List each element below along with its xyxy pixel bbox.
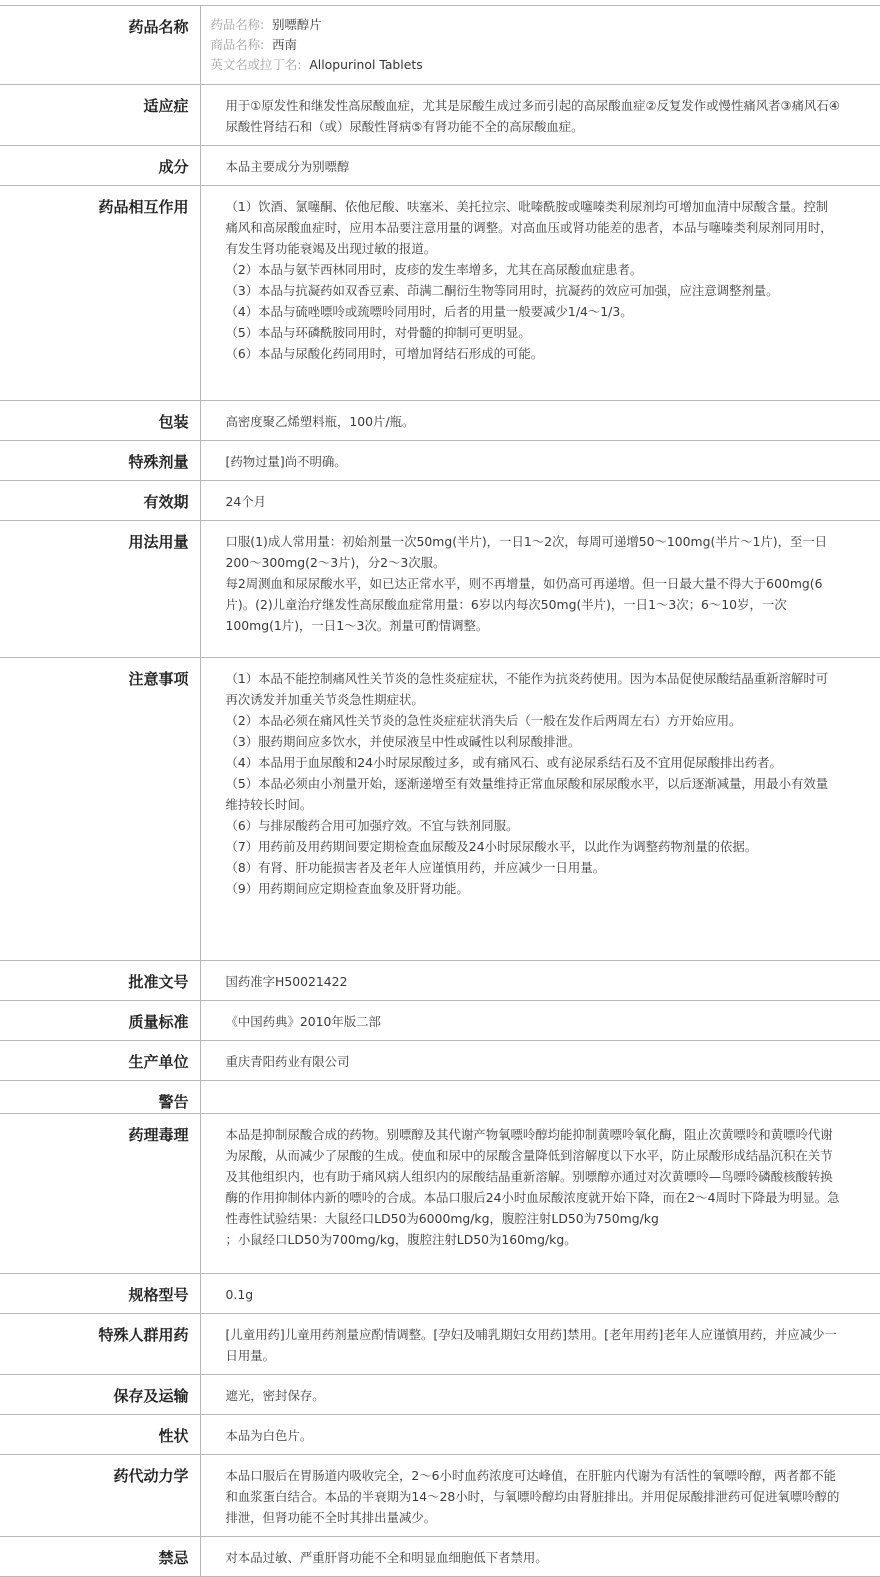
- row-paragraph: （4）本品与硫唑嘌呤或巯嘌呤同用时，后者的用量一般要减少1/4～1/3。: [225, 304, 633, 319]
- generic-name-label: 药品名称:: [210, 17, 265, 32]
- info-row: [0, 1274, 880, 1314]
- row-value: [200, 1001, 880, 1041]
- english-name-label: 英文名或拉丁名:: [210, 57, 302, 72]
- row-label: 药代动力学: [0, 1455, 200, 1537]
- row-value: [200, 1081, 880, 1114]
- info-row: [0, 186, 880, 401]
- row-paragraph: （8）有肾、肝功能损害者及老年人应谨慎用药，并应减少一日用量。: [225, 860, 606, 875]
- row-paragraph: 用于①原发性和继发性高尿酸血症，尤其是尿酸生成过多而引起的高尿酸血症②反复发作或慢性痛风者③痛风石④尿酸性肾结石和（或）尿酸性肾病⑤有肾功能不全的高尿酸血症。: [225, 98, 840, 134]
- row-label: 包装: [0, 401, 200, 441]
- row-value: [200, 186, 880, 401]
- row-paragraph: 本品为白色片。: [225, 1428, 313, 1443]
- info-row: [0, 1041, 880, 1081]
- row-paragraph: （9）用药期间应定期检查血象及肝肾功能。: [225, 881, 469, 896]
- row-label: 注意事项: [0, 658, 200, 961]
- row-paragraph: 高密度聚乙烯塑料瓶，100片/瓶。: [225, 414, 415, 429]
- info-row: [0, 1001, 880, 1041]
- info-row: [0, 521, 880, 658]
- info-row: [0, 961, 880, 1001]
- row-value: [200, 1375, 880, 1415]
- english-name-value: Allopurinol Tablets: [309, 57, 423, 72]
- row-paragraph: （6）与排尿酸药合用可加强疗效。不宜与铁剂同服。: [225, 818, 519, 833]
- row-value: [200, 481, 880, 521]
- row-value: [200, 401, 880, 441]
- row-paragraph: 对本品过敏、严重肝肾功能不全和明显血细胞低下者禁用。: [225, 1550, 548, 1565]
- row-label: 用法用量: [0, 521, 200, 658]
- row-label: 保存及运输: [0, 1375, 200, 1415]
- row-label: 生产单位: [0, 1041, 200, 1081]
- row-label: 性状: [0, 1415, 200, 1455]
- name-block: [200, 6, 880, 85]
- row-label: 药品相互作用: [0, 186, 200, 401]
- row-value: [200, 1455, 880, 1537]
- info-row: [0, 1375, 880, 1415]
- brand-name: [211, 35, 861, 55]
- info-row: [0, 146, 880, 186]
- row-paragraph: 口服(1)成人常用量：初始剂量一次50mg(半片)，一日1～2次，每周可递增50～100mg(半片～1片)，至一日200～300mg(2～3片)，分2～3次服。: [225, 534, 828, 570]
- info-row: [0, 1455, 880, 1537]
- row-value: [200, 521, 880, 658]
- info-row: [0, 1415, 880, 1455]
- row-paragraph: （3）服药期间应多饮水，并使尿液呈中性或碱性以利尿酸排泄。: [225, 734, 581, 749]
- brand-name-value: 西南: [272, 37, 297, 52]
- english-name: [211, 55, 861, 75]
- row-value: [200, 1114, 880, 1274]
- row-paragraph: ；小鼠经口LD50为700mg/kg，腹腔注射LD50为160mg/kg。: [225, 1232, 577, 1247]
- row-label: 药品名称: [0, 6, 200, 85]
- info-row: [0, 85, 880, 146]
- row-paragraph: 本品口服后在胃肠道内吸收完全，2～6小时血药浓度可达峰值，在肝脏内代谢为有活性的氧嘌呤醇，两者都不能和血浆蛋白结合。本品的半衰期为14～28小时，与氧嘌呤醇均由肾脏排出。并用促尿酸排泄药可促进氧嘌呤醇的排泄，但肾功能不全时其排出量减少。: [225, 1468, 840, 1525]
- info-row: [0, 401, 880, 441]
- info-row: [0, 481, 880, 521]
- brand-name-label: 商品名称:: [210, 37, 265, 52]
- row-paragraph: （7）用药前及用药期间要定期检查血尿酸及24小时尿尿酸水平，以此作为调整药物剂量的依据。: [225, 839, 758, 854]
- row-value: [200, 441, 880, 481]
- row-value: [200, 85, 880, 146]
- info-row: [0, 441, 880, 481]
- row-value: [200, 146, 880, 186]
- row-label: 特殊人群用药: [0, 1314, 200, 1375]
- info-row: [0, 658, 880, 961]
- row-paragraph: （2）本品必须在痛风性关节炎的急性炎症症状消失后（一般在发作后两周左右）方开始应用。: [225, 713, 742, 728]
- row-paragraph: 本品主要成分为别嘌醇: [225, 159, 350, 174]
- generic-name-value: 别嘌醇片: [272, 17, 322, 32]
- row-paragraph: 24个月: [225, 494, 267, 509]
- row-value: [200, 1537, 880, 1577]
- row-paragraph: 遮光，密封保存。: [225, 1388, 325, 1403]
- row-label: 有效期: [0, 481, 200, 521]
- row-value: [200, 1274, 880, 1314]
- row-paragraph: 每2周测血和尿尿酸水平，如已达正常水平，则不再增量，如仍高可再递增。但一日最大量不得大于600mg(6片)。(2)儿童治疗继发性高尿酸血症常用量：6岁以内每次50mg(半片)，一日1～3次；6～10岁，一次100mg(1片)，一日1～3次。剂量可酌情调整。: [225, 576, 823, 633]
- row-paragraph: （4）本品用于血尿酸和24小时尿尿酸过多，或有痛风石、或有泌尿系结石及不宜用促尿酸排出药者。: [225, 755, 782, 770]
- row-paragraph: （2）本品与氨苄西林同用时，皮疹的发生率增多，尤其在高尿酸血症患者。: [225, 262, 643, 277]
- row-label: 成分: [0, 146, 200, 186]
- drug-info-body: [0, 6, 880, 1577]
- row-label: 适应症: [0, 85, 200, 146]
- row-paragraph: （1）本品不能控制痛风性关节炎的急性炎症症状，不能作为抗炎药使用。因为本品促使尿酸结晶重新溶解时可再次诱发并加重关节炎急性期症状。: [225, 671, 829, 707]
- generic-name: [211, 15, 861, 35]
- row-label: 质量标准: [0, 1001, 200, 1041]
- row-paragraph: [药物过量]尚不明确。: [225, 454, 347, 469]
- row-paragraph: 本品是抑制尿酸合成的药物。别嘌醇及其代谢产物氧嘌呤醇均能抑制黄嘌呤氧化酶，阻止次黄嘌呤和黄嘌呤代谢为尿酸，从而减少了尿酸的生成。使血和尿中的尿酸含量降低到溶解度以下水平，防止尿酸形成结晶沉积在关节及其他组织内，也有助于痛风病人组织内的尿酸结晶重新溶解。别嘌醇亦通过对次黄嘌呤—鸟嘌呤磷酸核酸转换酶的作用抑制体内新的嘌呤的合成。本品口服后24小时血尿酸浓度就开始下降，而在2～4周时下降最为明显。急性毒性试验结果：大鼠经口LD50为6000mg/kg，腹腔注射LD50为750mg/kg: [225, 1127, 840, 1226]
- row-label: 药理毒理: [0, 1114, 200, 1274]
- row-label: 特殊剂量: [0, 441, 200, 481]
- row-value: [200, 961, 880, 1001]
- row-value: [200, 1415, 880, 1455]
- row-value: [200, 1041, 880, 1081]
- row-label: 规格型号: [0, 1274, 200, 1314]
- drug-info-table: [0, 5, 880, 1577]
- row-paragraph: （1）饮酒、氯噻酮、依他尼酸、呋塞米、美托拉宗、吡嗪酰胺或噻嗪类利尿剂均可增加血清中尿酸含量。控制痛风和高尿酸血症时，应用本品要注意用量的调整。对高血压或肾功能差的患者，本品与噻嗪类利尿剂同用时，有发生肾功能衰竭及出现过敏的报道。: [225, 199, 833, 256]
- row-value: [200, 658, 880, 961]
- row-paragraph: （3）本品与抗凝药如双香豆素、茚满二酮衍生物等同用时，抗凝药的效应可加强，应注意调整剂量。: [225, 283, 779, 298]
- row-value: [200, 1314, 880, 1375]
- row-paragraph: 重庆青阳药业有限公司: [225, 1054, 350, 1069]
- row-label: 禁忌: [0, 1537, 200, 1577]
- info-row: [0, 1114, 880, 1274]
- row-paragraph: （5）本品必须由小剂量开始，逐渐递增至有效量维持正常血尿酸和尿尿酸水平，以后逐渐减量，用最小有效量维持较长时间。: [225, 776, 829, 812]
- info-row: [0, 1314, 880, 1375]
- row-paragraph: 《中国药典》2010年版二部: [225, 1014, 381, 1029]
- info-row: [0, 1081, 880, 1114]
- row-label: 警告: [0, 1081, 200, 1114]
- row-drug-name: [0, 6, 880, 85]
- row-paragraph: （5）本品与环磷酰胺同用时，对骨髓的抑制可更明显。: [225, 325, 531, 340]
- row-paragraph: 0.1g: [225, 1287, 254, 1302]
- row-paragraph: 国药准字H50021422: [225, 974, 348, 989]
- info-row: [0, 1537, 880, 1577]
- row-label: 批准文号: [0, 961, 200, 1001]
- row-paragraph: （6）本品与尿酸化药同用时，可增加肾结石形成的可能。: [225, 346, 544, 361]
- row-paragraph: [儿童用药]儿童用药剂量应酌情调整。[孕妇及哺乳期妇女用药]禁用。[老年用药]老年人应谨慎用药，并应减少一日用量。: [225, 1327, 837, 1363]
